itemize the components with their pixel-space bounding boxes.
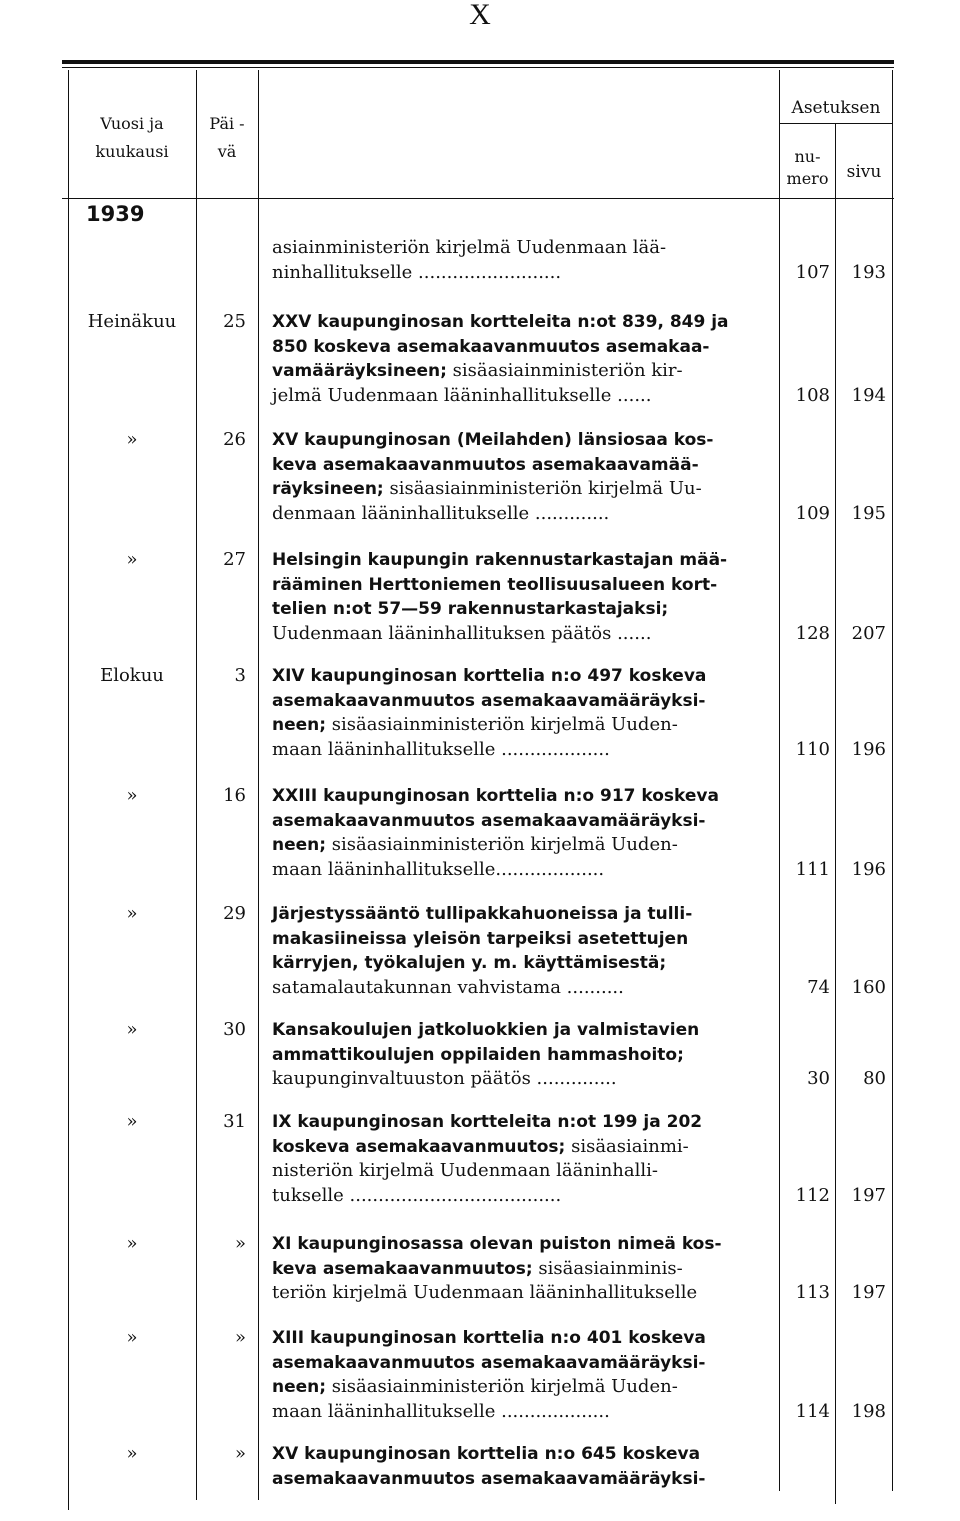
column-divider-left bbox=[68, 70, 69, 1510]
description-bold-text: kärryjen, työkalujen y. m. käyttämisestä; bbox=[272, 953, 667, 973]
row-month: » bbox=[126, 1019, 138, 1040]
row-description bbox=[272, 1442, 774, 1491]
row-sivu: 197 bbox=[851, 1282, 886, 1303]
description-normal-text: sisäasiainministeriön kirjelmä Uu- bbox=[383, 478, 702, 499]
description-line: ninhallitukselle ......................... bbox=[272, 261, 562, 283]
row-sivu: 196 bbox=[851, 738, 886, 760]
description-bold-text: asemakaavanmuutos asemakaavamääräyksi- bbox=[272, 1352, 706, 1373]
row-sivu: 207 bbox=[851, 622, 886, 644]
description-bold-text: rääminen Herttoniemen teollisuusalueen kort- bbox=[272, 574, 718, 595]
description-normal-text: sisäasiainminis- bbox=[532, 1257, 683, 1279]
description-line bbox=[272, 1232, 774, 1257]
description-line bbox=[272, 573, 774, 598]
row-sivu: 196 bbox=[851, 858, 886, 880]
header-paiva bbox=[198, 110, 256, 166]
row-numero: 112 bbox=[795, 1184, 830, 1206]
row-numero: 30 bbox=[807, 1068, 830, 1089]
header-sivu: sivu bbox=[846, 162, 882, 182]
column-divider-day bbox=[258, 70, 259, 1500]
description-bold-text: koskeva asemakaavanmuutos; bbox=[272, 1136, 566, 1157]
header-vuosi-ja-kuukausi bbox=[72, 110, 192, 166]
row-description bbox=[272, 1232, 774, 1306]
description-line: Uudenmaan lääninhallituksen päätös ...... bbox=[272, 622, 652, 644]
description-line bbox=[272, 1135, 774, 1160]
row-numero: 114 bbox=[795, 1400, 830, 1422]
description-bold-text: IX kaupunginosan kortteleita n:ot 199 ja 202 bbox=[272, 1112, 703, 1132]
description-bold-text: XIII kaupunginosan korttelia n:o 401 koskeva bbox=[272, 1328, 706, 1348]
description-line bbox=[272, 428, 774, 453]
description-bold-text: asemakaavanmuutos asemakaavamääräyksi- bbox=[272, 1468, 706, 1489]
top-rule-thick bbox=[62, 60, 894, 64]
row-description bbox=[272, 1018, 774, 1092]
description-bold-text: asemakaavanmuutos asemakaavamääräyksi- bbox=[272, 690, 706, 711]
description-bold-text: Järjestyssääntö tullipakkahuoneissa ja tulli- bbox=[272, 904, 693, 924]
description-bold-text: neen; bbox=[272, 835, 327, 855]
description-bold-text: keva asemakaavanmuutos; bbox=[272, 1258, 533, 1279]
description-line: maan lääninhallitukselle ................... bbox=[272, 738, 610, 760]
row-month: » bbox=[126, 1111, 138, 1132]
page-number: X bbox=[469, 0, 491, 31]
description-line bbox=[272, 1110, 774, 1135]
row-month: » bbox=[126, 429, 138, 450]
row-description bbox=[272, 1326, 774, 1424]
row-numero: 111 bbox=[795, 858, 830, 880]
description-line bbox=[272, 1018, 774, 1043]
description-bold-text: XIV kaupunginosan korttelia n:o 497 koskeva bbox=[272, 666, 707, 686]
row-day: » bbox=[234, 1233, 246, 1254]
description-bold-text: XXIII kaupunginosan korttelia n:o 917 koskeva bbox=[272, 786, 719, 806]
row-numero: 74 bbox=[807, 976, 830, 998]
description-bold-text: neen; bbox=[272, 715, 327, 735]
description-line: kaupunginvaltuuston päätös .............. bbox=[272, 1068, 617, 1089]
description-line bbox=[272, 784, 774, 809]
header-vuosi-line-2: kuukausi bbox=[95, 142, 169, 161]
row-month: » bbox=[126, 549, 138, 570]
description-normal-text: sisäasiainmi- bbox=[565, 1135, 689, 1157]
row-day: 3 bbox=[234, 665, 246, 686]
description-bold-text: neen; bbox=[272, 1377, 327, 1397]
description-line bbox=[272, 477, 774, 502]
row-numero: 113 bbox=[795, 1282, 830, 1303]
description-line: jelmä Uudenmaan lääninhallitukselle ...... bbox=[272, 384, 652, 406]
row-numero: 128 bbox=[795, 622, 830, 644]
description-line bbox=[272, 809, 774, 834]
row-month: » bbox=[126, 785, 138, 806]
description-line: teriön kirjelmä Uudenmaan lääninhallitukselle bbox=[272, 1282, 698, 1303]
row-day: » bbox=[234, 1327, 246, 1348]
description-line: maan lääninhallitukselle ................... bbox=[272, 1400, 610, 1422]
row-numero: 109 bbox=[795, 502, 830, 524]
row-month: Heinäkuu bbox=[87, 311, 177, 332]
column-divider-right bbox=[892, 70, 893, 1491]
description-line bbox=[272, 1467, 774, 1492]
row-month: Elokuu bbox=[100, 665, 164, 686]
row-day: 29 bbox=[223, 903, 246, 924]
row-month: » bbox=[126, 1233, 138, 1254]
description-normal-text: sisäasiainministeriön kirjelmä Uuden- bbox=[326, 834, 678, 855]
description-line bbox=[272, 664, 774, 689]
top-rule-thin bbox=[62, 67, 894, 68]
row-description bbox=[272, 1110, 774, 1208]
description-line bbox=[272, 902, 774, 927]
row-sivu: 197 bbox=[851, 1184, 886, 1206]
description-line: denmaan lääninhallitukselle ............. bbox=[272, 502, 610, 524]
row-numero: 107 bbox=[795, 261, 830, 283]
asetuksen-header-rule bbox=[779, 123, 893, 124]
description-bold-text: asemakaavanmuutos asemakaavamääräyksi- bbox=[272, 810, 706, 831]
description-bold-text: Kansakoulujen jatkoluokkien ja valmistavien bbox=[272, 1020, 700, 1040]
description-line bbox=[272, 713, 774, 738]
row-numero: 108 bbox=[795, 384, 830, 406]
row-day: 27 bbox=[223, 549, 246, 570]
description-line bbox=[272, 453, 774, 478]
row-description bbox=[272, 236, 774, 285]
row-day: » bbox=[234, 1443, 246, 1464]
row-description bbox=[272, 428, 774, 526]
description-line bbox=[272, 1043, 774, 1068]
description-line bbox=[272, 1442, 774, 1467]
row-sivu: 195 bbox=[851, 502, 886, 524]
description-bold-text: telien n:ot 57—59 rakennustarkastajaksi; bbox=[272, 599, 669, 619]
row-month: » bbox=[126, 1443, 138, 1464]
description-normal-text: sisäasiainministeriön kir- bbox=[446, 360, 683, 381]
description-line bbox=[272, 1257, 774, 1282]
row-numero: 110 bbox=[795, 738, 830, 760]
header-numero-line-1: nu- bbox=[794, 147, 821, 166]
description-bold-text: XXV kaupunginosan kortteleita n:ot 839, 849 ja bbox=[272, 312, 729, 332]
row-description bbox=[272, 784, 774, 882]
description-line bbox=[272, 597, 774, 622]
header-numero bbox=[780, 146, 835, 190]
row-sivu: 160 bbox=[851, 976, 886, 998]
row-day: 16 bbox=[223, 785, 246, 806]
row-sivu: 193 bbox=[851, 261, 886, 283]
description-line bbox=[272, 1375, 774, 1400]
description-line bbox=[272, 359, 774, 384]
description-normal-text: sisäasiainministeriön kirjelmä Uuden- bbox=[326, 714, 678, 735]
header-paiva-line-2: vä bbox=[217, 142, 237, 161]
description-line bbox=[272, 335, 774, 360]
row-day: 31 bbox=[223, 1111, 246, 1132]
header-bottom-rule bbox=[62, 198, 894, 199]
year-label: 1939 bbox=[86, 202, 145, 226]
description-bold-text: XV kaupunginosan (Meilahden) länsiosaa kos- bbox=[272, 430, 714, 450]
row-month: » bbox=[126, 903, 138, 924]
description-bold-text: XV kaupunginosan korttelia n:o 645 koskeva bbox=[272, 1444, 701, 1464]
description-bold-text: Helsingin kaupungin rakennustarkastajan mää- bbox=[272, 550, 728, 570]
description-bold-text: keva asemakaavanmuutos asemakaavamää- bbox=[272, 454, 699, 475]
row-description bbox=[272, 664, 774, 762]
description-line: asiainministeriön kirjelmä Uudenmaan lää- bbox=[272, 237, 667, 258]
description-line bbox=[272, 689, 774, 714]
row-description bbox=[272, 902, 774, 1000]
description-line bbox=[272, 951, 774, 976]
description-line bbox=[272, 1326, 774, 1351]
row-day: 25 bbox=[223, 311, 246, 332]
row-day: 30 bbox=[223, 1019, 246, 1040]
description-bold-text: makasiineissa yleisön tarpeiksi asetettujen bbox=[272, 928, 689, 949]
row-month: » bbox=[126, 1327, 138, 1348]
header-numero-line-2: mero bbox=[786, 169, 829, 188]
description-line: nisteriön kirjelmä Uudenmaan lääninhalli- bbox=[272, 1160, 658, 1181]
description-bold-text: vamääräyksineen; bbox=[272, 361, 447, 381]
row-sivu: 194 bbox=[851, 384, 886, 406]
description-line: satamalautakunnan vahvistama .......... bbox=[272, 976, 624, 998]
description-bold-text: 850 koskeva asemakaavanmuutos asemakaa- bbox=[272, 336, 710, 357]
header-vuosi-line-1: Vuosi ja bbox=[100, 114, 164, 133]
description-line bbox=[272, 927, 774, 952]
description-bold-text: räyksineen; bbox=[272, 479, 384, 499]
row-sivu: 80 bbox=[863, 1068, 886, 1089]
header-asetuksen: Asetuksen bbox=[791, 98, 881, 118]
description-line: maan lääninhallitukselle................... bbox=[272, 858, 605, 880]
row-description bbox=[272, 310, 774, 408]
description-line bbox=[272, 1351, 774, 1376]
header-paiva-line-1: Päi - bbox=[209, 114, 245, 133]
description-bold-text: ammattikoulujen oppilaiden hammashoito; bbox=[272, 1044, 684, 1065]
row-description bbox=[272, 548, 774, 646]
row-sivu: 198 bbox=[851, 1400, 886, 1422]
row-day: 26 bbox=[223, 429, 246, 450]
description-bold-text: XI kaupunginosassa olevan puiston nimeä kos- bbox=[272, 1234, 722, 1254]
description-line bbox=[272, 548, 774, 573]
description-line bbox=[272, 833, 774, 858]
description-line bbox=[272, 310, 774, 335]
description-normal-text: sisäasiainministeriön kirjelmä Uuden- bbox=[326, 1376, 678, 1397]
description-line: tukselle ..................................... bbox=[272, 1184, 562, 1206]
